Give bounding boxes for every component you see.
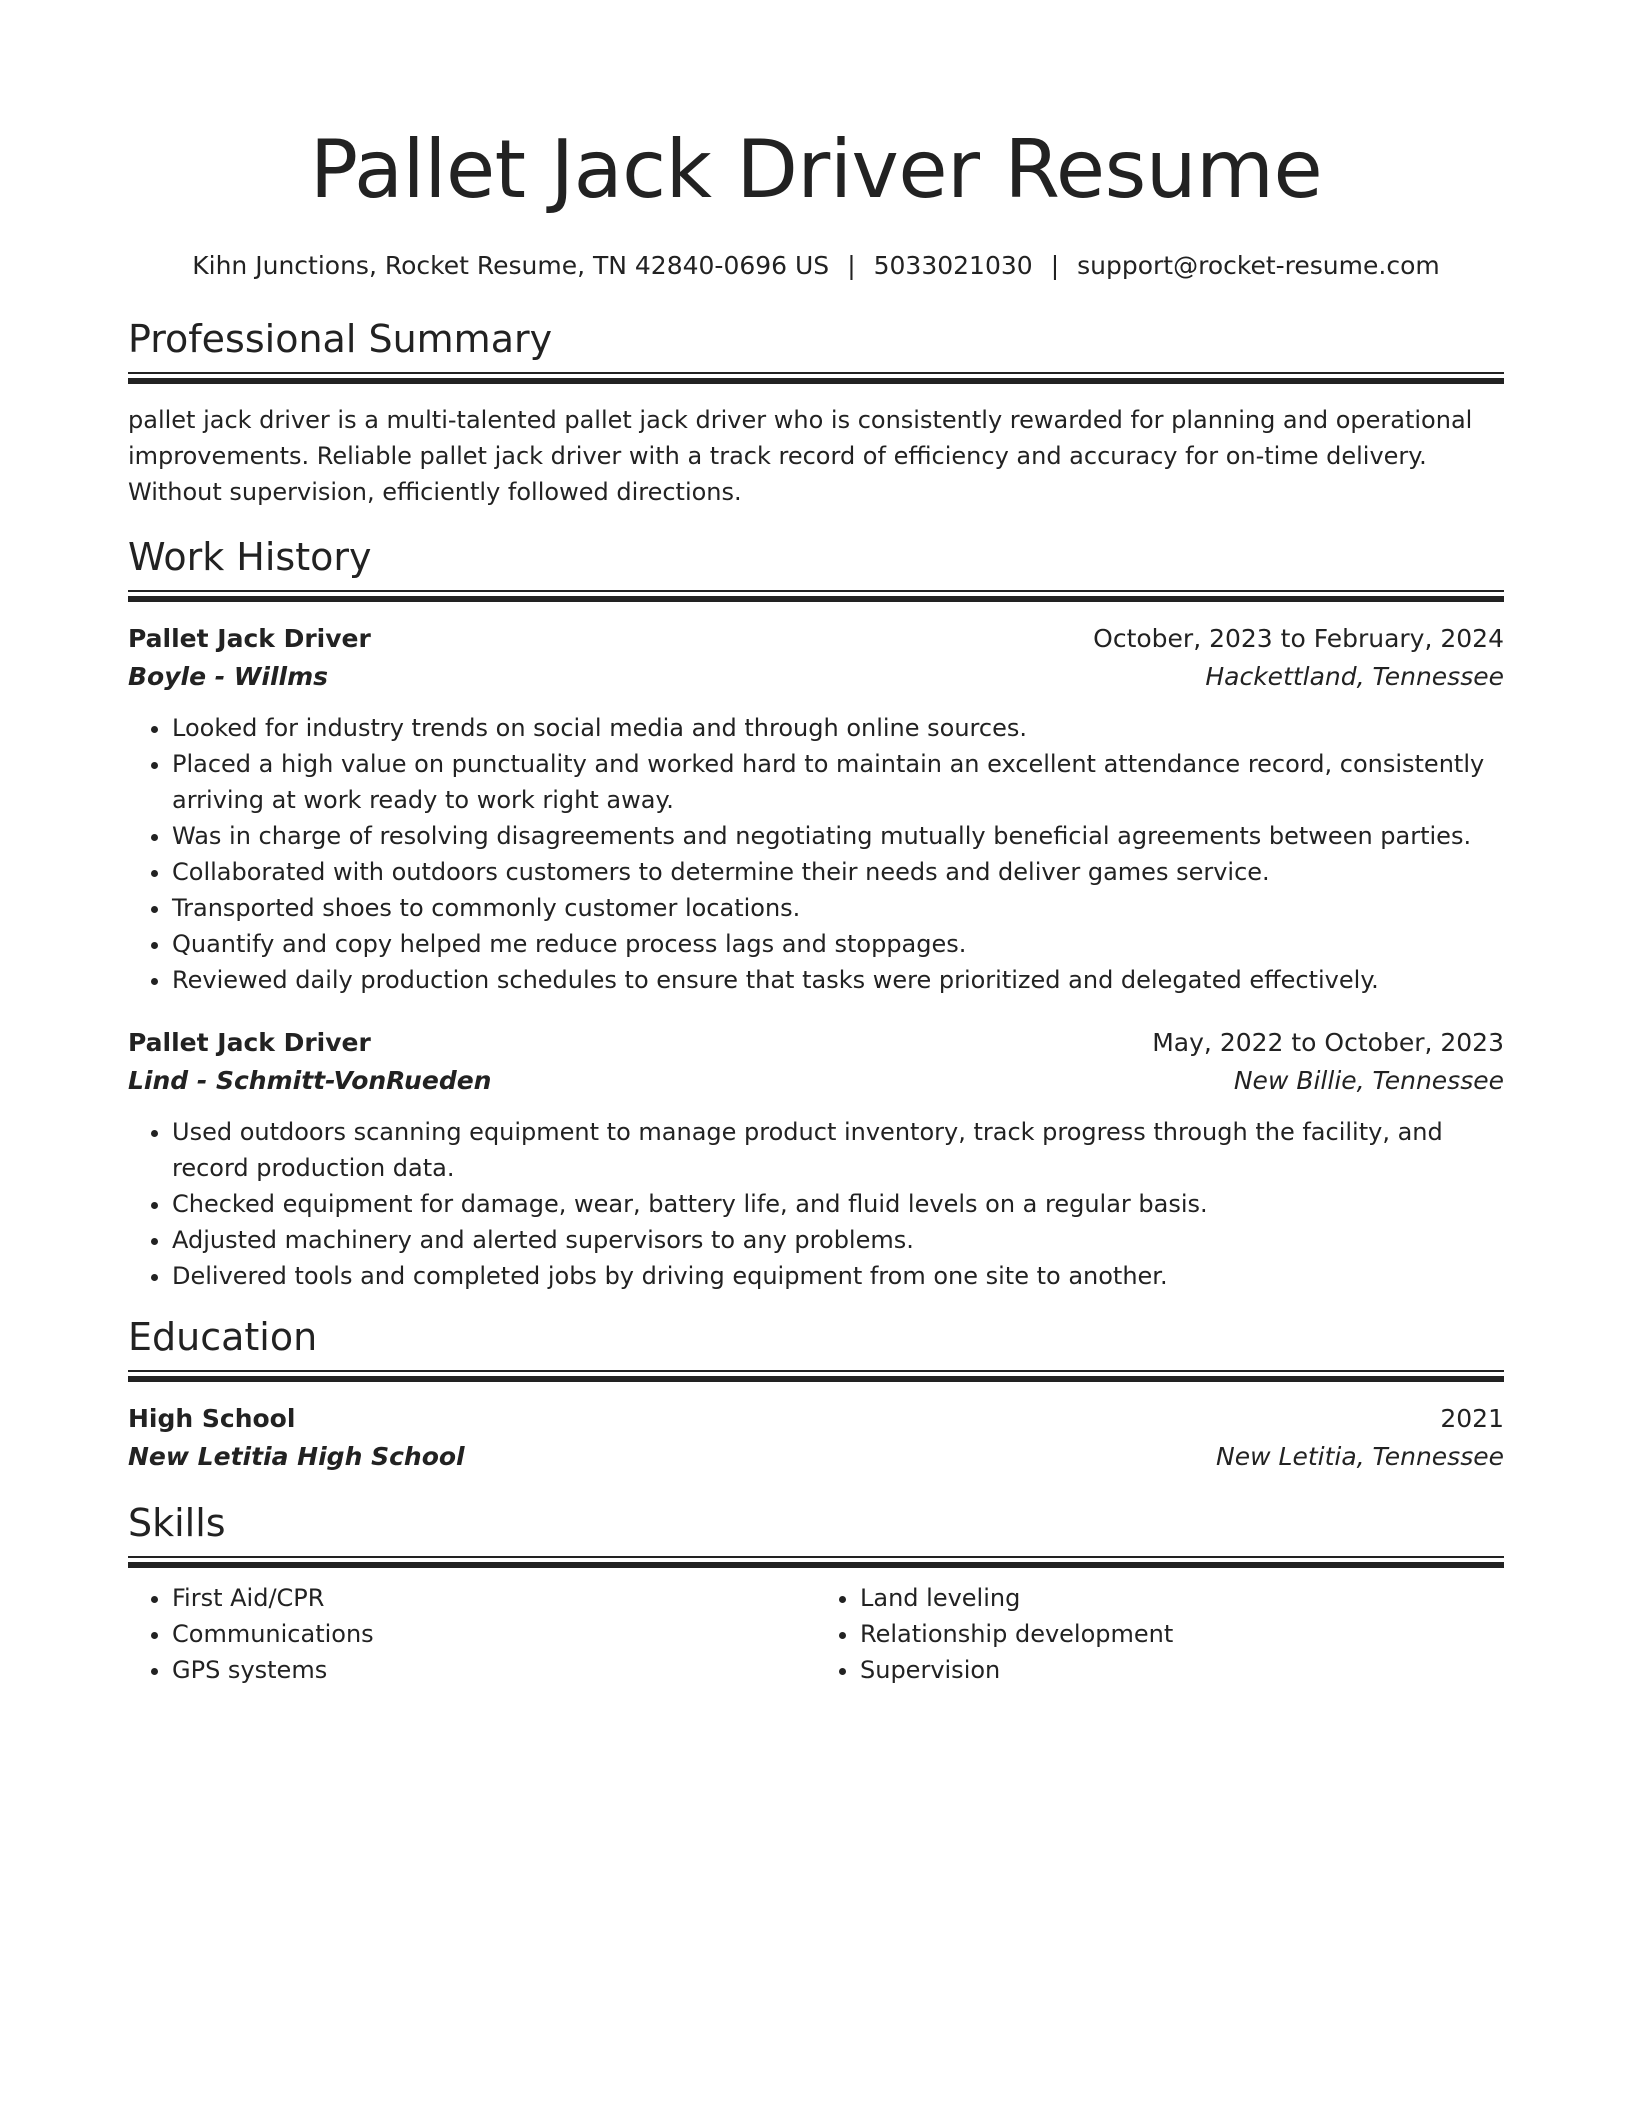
section-divider — [128, 1370, 1504, 1382]
education-year: 2021 — [1440, 1404, 1504, 1433]
job-company-row — [128, 658, 1504, 696]
skill-item: • Land leveling — [860, 1580, 1504, 1616]
job-bullets — [128, 1114, 1504, 1294]
job-bullets — [128, 710, 1504, 998]
job-bullet: • Adjusted machinery and alerted supervisors to any problems. — [172, 1222, 1504, 1258]
education-degree: High School — [128, 1404, 296, 1433]
work-history-heading: Work History — [128, 535, 372, 579]
job-bullet: • Transported shoes to commonly customer locations. — [172, 890, 1504, 926]
contact-email: support@rocket-resume.com — [1077, 251, 1440, 280]
job-company: Boyle - Willms — [128, 662, 329, 691]
job-company-row — [128, 1062, 1504, 1100]
job-bullet: • Delivered tools and completed jobs by driving equipment from one site to another. — [172, 1258, 1504, 1294]
summary-section — [128, 314, 1504, 510]
contact-separator: | — [847, 251, 856, 280]
job-location: New Billie, Tennessee — [1233, 1066, 1504, 1095]
summary-text: pallet jack driver is a multi-talented pallet jack driver who is consistently rewarded for planning and operational improvements. Reliable pallet jack driver with a track record of efficiency and accuracy for on-time delivery. Without supervision, efficiently followed directions. — [128, 406, 1473, 506]
job-bullet: • Quantify and copy helped me reduce process lags and stoppages. — [172, 926, 1504, 962]
job-dates: October, 2023 to February, 2024 — [1093, 624, 1504, 653]
job-bullet: • Was in charge of resolving disagreements and negotiating mutually beneficial agreements between parties. — [172, 818, 1504, 854]
section-divider — [128, 590, 1504, 602]
contact-line — [128, 248, 1504, 284]
skill-item: • Relationship development — [860, 1616, 1504, 1652]
resume-title: Pallet Jack Driver Resume — [309, 123, 1323, 216]
job-dates: May, 2022 to October, 2023 — [1152, 1028, 1504, 1057]
job-bullet: • Placed a high value on punctuality and worked hard to maintain an excellent attendance record, consistently arriving at work ready to work right away. — [172, 746, 1504, 818]
skills-section — [128, 1498, 1504, 1688]
education-heading: Education — [128, 1315, 318, 1359]
skill-item: • Communications — [172, 1616, 816, 1652]
job-header-row — [128, 620, 1504, 658]
contact-phone: 5033021030 — [873, 251, 1033, 280]
contact-address: Kihn Junctions, Rocket Resume, TN 42840-0696 US — [192, 251, 830, 280]
skills-heading: Skills — [128, 1501, 226, 1545]
job-entry — [128, 1024, 1504, 1294]
job-bullet: • Looked for industry trends on social media and through online sources. — [172, 710, 1504, 746]
education-section — [128, 1312, 1504, 1476]
skill-item: • Supervision — [860, 1652, 1504, 1688]
skill-item: • GPS systems — [172, 1652, 816, 1688]
job-bullet: • Reviewed daily production schedules to ensure that tasks were prioritized and delegated effectively. — [172, 962, 1504, 998]
job-entry — [128, 620, 1504, 998]
job-bullet: • Used outdoors scanning equipment to manage product inventory, track progress through the facility, and record production data. — [172, 1114, 1504, 1186]
job-bullet: • Collaborated with outdoors customers to determine their needs and deliver games service. — [172, 854, 1504, 890]
skills-list-left — [128, 1580, 816, 1688]
job-title: Pallet Jack Driver — [128, 624, 371, 653]
skills-columns — [128, 1580, 1504, 1688]
section-divider — [128, 1556, 1504, 1568]
education-school: New Letitia High School — [128, 1442, 465, 1471]
skills-list-right — [816, 1580, 1504, 1688]
contact-separator: | — [1050, 251, 1060, 280]
education-location: New Letitia, Tennessee — [1216, 1442, 1504, 1471]
job-header-row — [128, 1024, 1504, 1062]
section-divider — [128, 372, 1504, 384]
work-history-section — [128, 532, 1504, 1294]
summary-heading: Professional Summary — [128, 317, 553, 361]
education-header-row — [128, 1400, 1504, 1438]
job-location: Hackettland, Tennessee — [1205, 662, 1504, 691]
education-school-row — [128, 1438, 1504, 1476]
skill-item: • First Aid/CPR — [172, 1580, 816, 1616]
job-bullet: • Checked equipment for damage, wear, battery life, and fluid levels on a regular basis. — [172, 1186, 1504, 1222]
job-title: Pallet Jack Driver — [128, 1028, 371, 1057]
job-company: Lind - Schmitt-VonRueden — [128, 1066, 492, 1095]
